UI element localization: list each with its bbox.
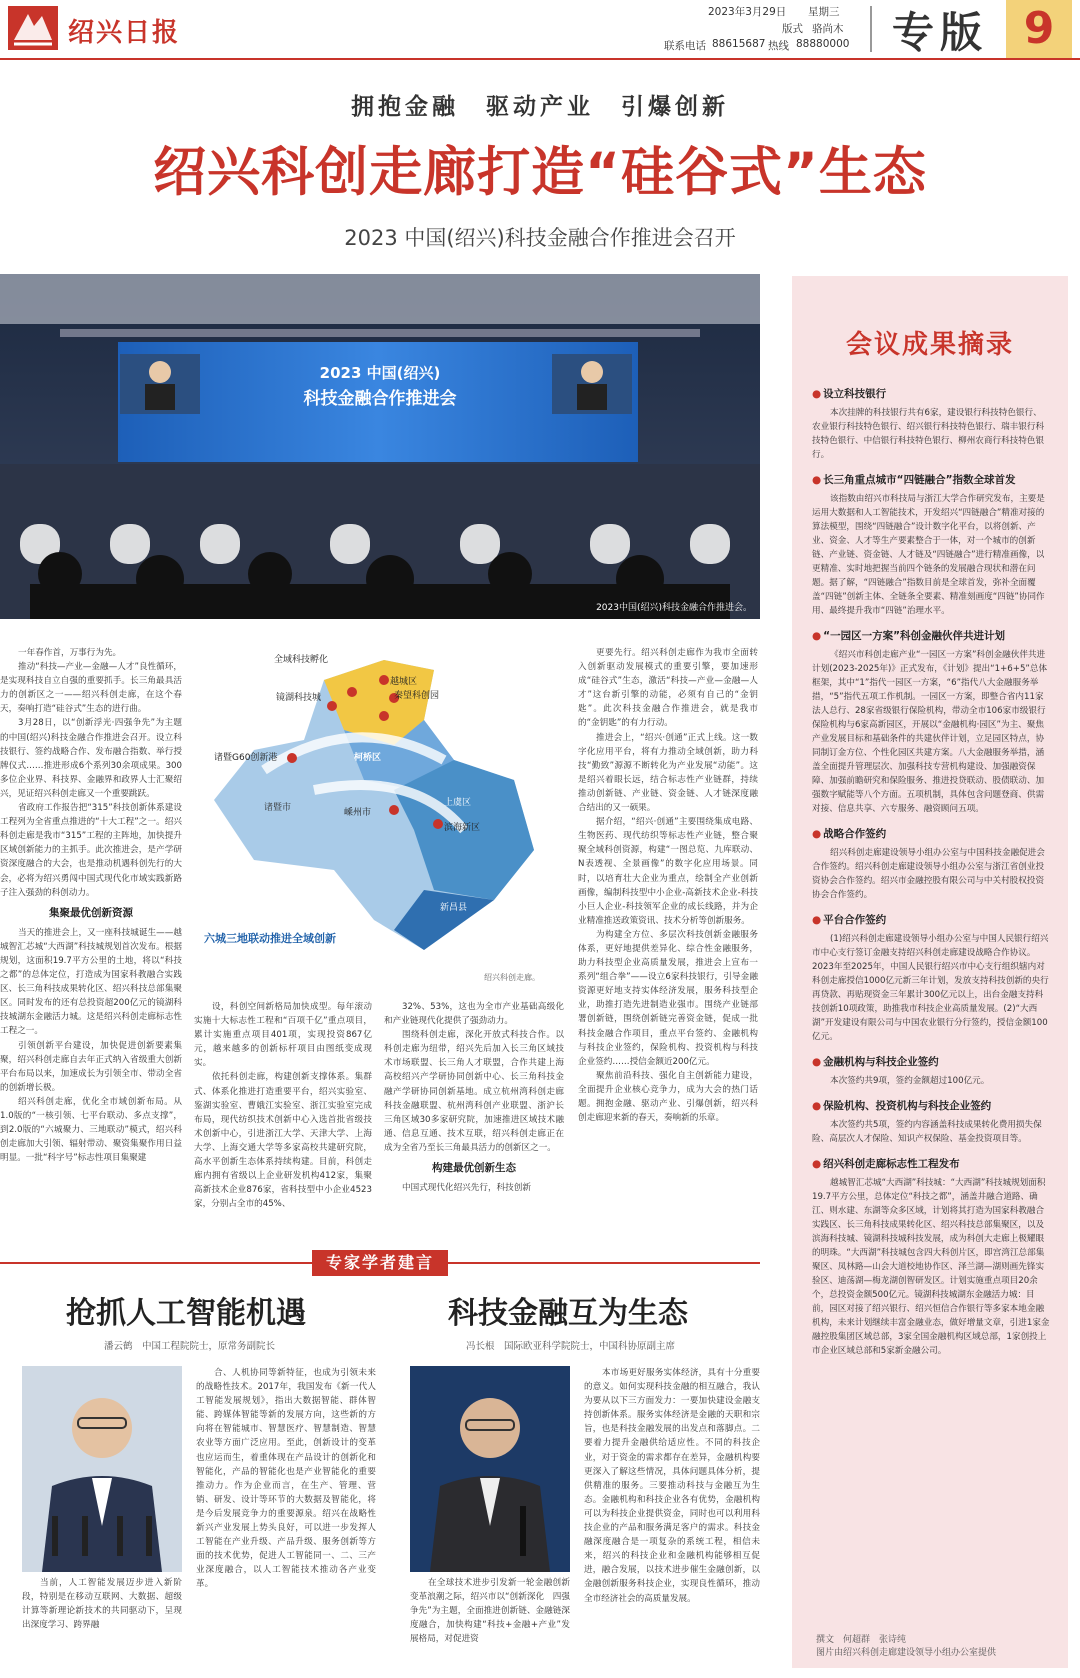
credit-writers: 撰文 何超群 张诗纯	[816, 1635, 907, 1645]
expert-right-portrait	[410, 1366, 570, 1572]
map-label: 秦望科创园	[394, 691, 440, 701]
paragraph: 围绕科创走廊，深化开放式科技合作。以科创走廊为纽带，绍兴先后加入长三角区域技术市场联盟、长三角人才联盟，合作共建上海高校绍兴产学研协同创新中心、长三角科技金融产学研协同创新基地。成立杭州湾科创走廊科技金融联盟、杭州湾科创产业联盟、浙沪长三角区域30多家研究院，加速推进区域技术融通、信息互通、技术互联，绍兴科创走廊正在成为全省乃至长三角最具活力的创新区之一。	[384, 1030, 564, 1153]
section-heading: 集聚最优创新资源	[49, 906, 133, 919]
sidebar-item-text: 《绍兴市科创走廊产业“一园区一方案”科创金融伙伴共进计划(2023-2025年)》正式发布，《计划》提出“1+6+5”总体框架，其中“1”指代一园区一方案，“6”指代八大金融服务举措，“5”指代五项工作机制。一园区一方案，即整合省内11家法人总行、28家省级银行保险机构，带动全市106家市级银行保险机构与6家高新园区，开展以“金融机构·园区”为主、聚焦产业发展目标和基础条件的共建伙伴计划，立足园区特点，协同制订金方位、个性化园区共建方案。八大金融服务举措，涵盖全面提升管理层次、加强科技专营机构建设、加强融资保障、加强前瞻研究和保险服务、推进投贷联动、股债联动、加强数字赋能等八个方面。五项机制，具体包含问题登商、供需对接、信息共享、六专服务、融资顾问五项。	[812, 650, 1048, 814]
paragraph: 当天的推进会上，又一座科技城诞生——越城智汇芯城“大西湖”科技城规划首次发布。根据规划，这面积19.7平方公里的土地，将以“科技之都”的总体定位，打造成为国家科教融合实践区、长三角科技成果转化区、绍兴科技总部集聚区。同时发布的还有总投资超200亿元的镜湖科技城湖东金融活力城。这是绍兴科创走廊标志性工程之一。	[0, 927, 182, 1037]
sidebar-item	[812, 912, 1050, 1044]
sidebar-item-heading: ● 设立科技银行	[812, 386, 1050, 401]
map-label: 柯桥区	[354, 753, 382, 763]
sidebar-item-text: 该指数由绍兴市科技局与浙江大学合作研究发布，主要是运用大数据和人工智能技术，开发绍兴“四链融合”精准对接的算法模型，围绕“四链融合”设计数字化平台，以将创新、产业、资金、人才等生产要素整合于一体，对一个城市的创新链、产业链、资金链、人才链及“四链融合”进行精准画像，以更精准、实时地把握当前四个链条的发展融合现状和潜在问题。据了解，“四链融合”指数目前是全球首发，弥补全面覆盖“四链”创新主体、全链条全要素、精准刻画度“四链”协同作用、最终提升我市“四链”治理水平。	[812, 494, 1045, 616]
sidebar-item-text: 本次签约共9项，签约金额超过100亿元。	[830, 1076, 990, 1086]
newspaper-logo-icon	[8, 6, 58, 50]
sidebar-item	[812, 628, 1050, 816]
sidebar-items	[812, 376, 1050, 1586]
expert-section-tag: 专家学者建言	[312, 1250, 448, 1276]
issue-weekday: 星期三	[808, 6, 840, 18]
conference-photo	[0, 274, 760, 619]
headline-title: 绍兴科创走廊打造“硅谷式”生态	[153, 142, 927, 203]
issue-date: 2023年3月29日	[708, 6, 787, 18]
paragraph: 推进会上，“绍兴·创通”正式上线。这一数字化应用平台，将有力推动全域创新，助力科技“勤致”源源不断转化为产业发展“动能”。这是绍兴着眼长远，结合标志性产业链群，持续推动创新链、产业链、资金链、人才链深度融合结出的又一硕果。	[578, 732, 758, 814]
article-column-1	[0, 646, 182, 1246]
sidebar-item	[812, 386, 1050, 462]
article-credit	[816, 1634, 996, 1660]
expert-right-byline: 冯长根 国际欧亚科学院院士，中国科协原副主席	[466, 1341, 676, 1352]
expert-left-portrait	[22, 1366, 182, 1572]
photo-caption: 2023中国(绍兴)科技金融合作推进会。	[596, 603, 752, 613]
sidebar-item-heading: ● 长三角重点城市“四链融合”指数全球首发	[812, 472, 1050, 487]
paragraph: 依托科创走廊，构建创新支撑体系。集群式、体系化推进打造重要平台，绍兴实验室、鉴湖实验室、曹娥江实验室、浙江实验室完成布局，现代纺织技术创新中心入选首批省级技术创新中心，引进浙江大学、天津大学、上海大学、上海交通大学等多家高校共建研究院，高水平创新生态体系持续构建。目前，科创走廊内拥有省级以上企业研发机构412家，集聚高新技术企业876家，省科技型中小企业4523家，分别占全市的45%、	[194, 1072, 372, 1210]
paragraph: 为构建全方位、多层次科技创新金融服务体系，更好地提供差异化、综合性金融服务，助力科技型企业高质量发展，推进会上宣布一系列“组合拳”——设立6家科技银行，引导金融资源更好地支持实体经济发展，服务科技型企业，助推打造先进制造业强市。围绕产业链部署创新链，围绕创新链完善资金链，促成一批科技金融合作项目，重点平台签约、金融机构与科技企业签约，保险机构、投资机构与科技企业签约……授信金额近200亿元。	[578, 929, 758, 1067]
sidebar-item-text: 本次挂牌的科技银行共有6家，建设银行科技特色银行、农业银行科技特色银行、绍兴银行科技特色银行、瑞丰银行科技特色银行、中信银行科技特色银行、柳州农商行科技特色银行。	[812, 408, 1045, 460]
headline-subtitle: 2023 中国(绍兴)科技金融合作推进会召开	[344, 226, 736, 250]
sidebar-item-text: 绍兴科创走廊建设领导小组办公室与中国科技金融促进会合作签约。绍兴科创走廊建设领导小组办公室与浙江省创业投资协会合作签约。绍兴市金融控股有限公司与中关村股权投资协会合作签约。	[812, 848, 1045, 900]
paragraph: 省政府工作报告把“315”科技创新体系建设工程列为全省重点推进的“十大工程”之一。绍兴科创走廊是我市“315”工程的主阵地，加快提升区域创新能力的主抓手。此次推进会，是产学研资深度融合的大会，也是推动机遇科创先行的大会，必将为绍兴勇闯中国式现代化市域实践新路子注入强劲的科创动力。	[0, 803, 182, 898]
sidebar-item	[812, 1054, 1050, 1088]
expert-right-title: 科技金融互为生态	[448, 1296, 688, 1331]
hotline-number: 88880000	[796, 38, 850, 50]
sidebar-item-heading: ● 平台合作签约	[812, 912, 1050, 927]
sidebar-title: 会议成果摘录	[845, 330, 1014, 360]
map-label: 诸暨市	[264, 803, 292, 813]
screen-title-line2: 科技金融合作推进会	[303, 389, 457, 409]
conference-results-sidebar	[792, 276, 1068, 1668]
masthead-divider	[870, 6, 872, 52]
paragraph: 一年春作首，万事行为先。	[18, 648, 122, 658]
paragraph: 本市场更好服务实体经济，具有十分重要的意义。如何实现科技金融的相互融合，我认为要从以下三方面发力：一要加快建设金融支持创新体系。服务实体经济是金融的天职和宗旨，也是科技金融发展的出发点和落脚点。二要着力提升金融供给适应性。不同的科技企业，对于资金的需求都存在差异，金融机构要更深入了解这些情况，具体问题具体分析，提供精准的服务。三要推动科技与金融互为生态。金融机构和科技企业各有优势，金融机构可以为科技企业提供资金，同时也可以利用科技企业的产品和服务满足客户的需求。科技金融深度融合是一项复杂的系统工程，相信未来，绍兴的科技企业和金融机构能够相互促进，融合发展，以技术进步催生金融创新，以金融创新服务科技企业，实现良性循环，推动全市经济社会的高质量发展。	[584, 1368, 760, 1604]
map-label: 滨海新区	[444, 823, 481, 833]
expert-left-byline: 潘云鹤 中国工程院院士，原常务副院长	[104, 1341, 276, 1352]
sidebar-item	[812, 1156, 1050, 1358]
masthead	[0, 0, 1080, 60]
phone-number: 88615687	[712, 38, 766, 50]
headline-kicker: 拥抱金融 驱动产业 引爆创新	[351, 93, 729, 120]
sidebar-item	[812, 472, 1050, 618]
paragraph: 3月28日，以“创新浮光·四强争先”为主题的中国(绍兴)科技金融合作推进会召开。设立科技银行、签约战略合作、发布融合指数、举行授牌仪式……推进形成6个系列30余项成果。300多位企业界、科技界、金融界和政界人士汇聚绍兴，见证绍兴科创走廊又一个重要跳跃。	[0, 718, 182, 799]
paragraph: 绍兴科创走廊，优化全市域创新布局。从1.0版的“一核引领、七平台联动、多点支撑”，到2.0版的“六城聚力、三地联动”模式，绍兴科创走廊加大引领、辐射带动、聚资集聚作用日益明显。一批“科字号”标志性项目集聚建	[0, 1096, 182, 1164]
paragraph: 32%、53%，这也为全市产业基础高级化和产业链现代化提供了强劲动力。	[384, 1002, 564, 1027]
article-column-2	[194, 1000, 372, 1246]
paragraph: 据介绍，“绍兴·创通”主要围绕集成电路、生物医药、现代纺织等标志性产业链，整合聚聚全域科创资源，构建“一图总览、九库联动、N表透视、全景画像”的数字化应用场景。同时，以培育壮大企业为重点，绘制全产业创新画像，编制科技型中小企业-高新技术企业-科技小巨人企业-科技领军企业的成长线路，并为企业精准推送政策资讯、技术分析等创新服务。	[578, 817, 758, 926]
paragraph: 当前，人工智能发展迈步进入新阶段，特别是在移动互联网、大数据、超级计算等新理论新技术的共同驱动下，呈现出深度学习、跨界融	[22, 1578, 182, 1631]
article-column-3	[384, 1000, 564, 1246]
expert-right-text-a	[410, 1576, 570, 1670]
credit-photos: 图片由绍兴科创走廊建设领导小组办公室提供	[816, 1648, 997, 1658]
editor-name: 骆尚木	[812, 23, 844, 35]
sidebar-item-heading: ● 绍兴科创走廊标志性工程发布	[812, 1156, 1050, 1171]
screen-title-line1: 2023 中国(绍兴)	[319, 364, 441, 382]
map-label: 上虞区	[444, 798, 472, 808]
map-label: 镜湖科技城	[276, 693, 322, 703]
expert-left-title: 抢抓人工智能机遇	[66, 1296, 306, 1331]
paragraph: 聚焦前沿科技、强化自主创新能力建设，全面提升企业核心竞争力，成为大会的热门话题。拥抱金融、驱动产业、引爆创新，绍兴科创走廊迎来新的春天，奏响新的乐章。	[578, 1070, 758, 1124]
sidebar-item-heading: ● 战略合作签约	[812, 826, 1050, 841]
map-credit: 绍兴科创走廊。	[484, 973, 540, 982]
sidebar-item-text: 本次签约共5项，签约内容涵盖科技成果转化费用损失保险、高层次人才保险、知识产权保险、基金投资项目等。	[812, 1120, 1042, 1144]
expert-left-text-a	[22, 1576, 182, 1670]
phone-label: 联系电话	[664, 40, 706, 52]
page-number: 9	[1006, 0, 1072, 58]
sidebar-item-heading: ● 金融机构与科技企业签约	[812, 1054, 1050, 1069]
map-label: 嵊州市	[344, 808, 372, 818]
section-heading: 构建最优创新生态	[432, 1162, 516, 1175]
paragraph: 设，科创空间新格局加快成型。每年滚动实施十大标志性工程和“百项千亿”重点项目，累计实施重点项目401项，实现投资867亿元，越来越多的创新标杆项目由图纸变成现实。	[194, 1002, 372, 1069]
article-column-4	[578, 646, 758, 1246]
map-label: 越城区	[390, 677, 418, 687]
sidebar-item-heading: ● 保险机构、投资机构与科技企业签约	[812, 1098, 1050, 1113]
newspaper-name: 绍兴日报	[68, 18, 181, 48]
paragraph: 引领创新平台建设，加快促进创新要素集聚，绍兴科创走廊自去年正式纳入省级重大创新平台布局以来，加速成长为引领全市、带动全省的创新增长极。	[0, 1040, 182, 1093]
map-label: 诸暨G60创新港	[214, 753, 278, 763]
paragraph: 在全球技术进步引发新一轮金融创新变革浪潮之际，绍兴市以“创新深化 四强争先”为主题，全面推进创新链、金融链深度融合，加快构建“科技+金融+产业”发展格局，对促进资	[410, 1578, 570, 1645]
sidebar-item-text: (1)绍兴科创走廊建设领导小组办公室与中国人民银行绍兴市中心支行签订金融支持绍兴科创走廊建设战略合作协议。2023年至2025年，中国人民银行绍兴市中心支行组织辖内对科创走廊授信1000亿元新三年计划，发放支持科技创新的央行再贷款、再贴现资金三年累计300亿元以上，出台金融支持科技创新10项政策，助推我市科技企业高质量发展。(2)“大西湖”开发建设有限公司与中国农业银行分行签约，授信金额100亿元。	[812, 934, 1049, 1042]
expert-right-text-b	[584, 1366, 760, 1670]
expert-left-text-b	[196, 1366, 376, 1670]
sidebar-item-heading: ● “一园区一方案”科创金融伙伴共进计划	[812, 628, 1050, 643]
map-title: 六城三地联动推进全域创新	[204, 932, 336, 945]
editor-label: 版式	[782, 23, 803, 35]
paragraph: 中国式现代化绍兴先行，科技创新	[402, 1183, 531, 1194]
sidebar-item	[812, 826, 1050, 902]
map-label: 全域科技孵化	[274, 655, 329, 665]
paragraph: 推动“科技—产业—金融—人才”良性循环，是实现科技自立自强的重要抓手。长三角最具活力的创新区之一——绍兴科创走廊，在这个春天，奏响打造“硅谷式”生态的进行曲。	[0, 662, 182, 715]
section-label: 专版	[892, 8, 989, 57]
sidebar-item	[812, 1098, 1050, 1146]
map-label: 新昌县	[440, 903, 468, 913]
sidebar-item-text: 越城智汇芯城“大西湖”科技城：“大西湖”科技城规划面积19.7平方公里，总体定位“科技之都”，涵盖井融合道路、确江、则水建、东湖等众多区域，计划将其打造为国家科教融合实践区、长三角科技成果转化区、绍兴科技总部集聚区，以及滨海科技城、镜湖科技城科技发展，成为科创大走廊上极耀眼的明珠。“大西湖”科技城包含四大科创片区，即宫湾江总部集聚区、凤林路—山会大道校地协作区、泽兰湖—湖则画先锋实验区、迪荡湖—梅龙湖创智研发区。计划实施重点项目20余个，总投资金额500亿元。镜湖科技城湖东金融活力城：目前，园区对接了绍兴银行、绍兴恒信合作银行等多家本地金融机构，未来计划继续丰富金融业态，做好增量文章，引进1家金融控股集团区域总部，3家全国金融机构区域总部，1家创投上市企业区域总部和5家新金融公司。	[812, 1178, 1050, 1356]
paragraph: 合、人机协同等新特征，也成为引领未来的战略性技术。2017年，我国发布《新一代人工智能发展规划》，指出大数据智能、群体智能、跨媒体智能等新的发展方向，这些新的方向将在智能城市、智慧医疗、智慧制造、智慧农业等方面广泛应用。至此，创新设计的变革也应运而生，着重体现在产品设计的创新化和智能化，产品的智能化也是产业智能化的重要推动力。作为企业而言，在生产、管理、营销、研发、设计等环节的大数据及智能化，将是今后发展竞争力的重要源泉。绍兴在战略性新兴产业发展上势头良好，可以进一步发挥人工智能在产业升级、产品升级、服务创新等方面的技术优势，促进人工智能同一、二、三产业深度融合，以人工智能技术推动各产业变革。	[196, 1368, 376, 1590]
corridor-map	[194, 650, 564, 990]
paragraph: 更要先行。绍兴科创走廊作为我市全面转入创新驱动发展模式的重要引擎，要加速形成“硅谷式”生态，激活“科技—产业—金融—人才”这台新引擎的动能，必须有自己的“金钥匙”。此次科技金融合作推进会，就是我市的“金钥匙”的有力行动。	[578, 648, 758, 729]
hotline-label: 热线	[768, 40, 789, 52]
